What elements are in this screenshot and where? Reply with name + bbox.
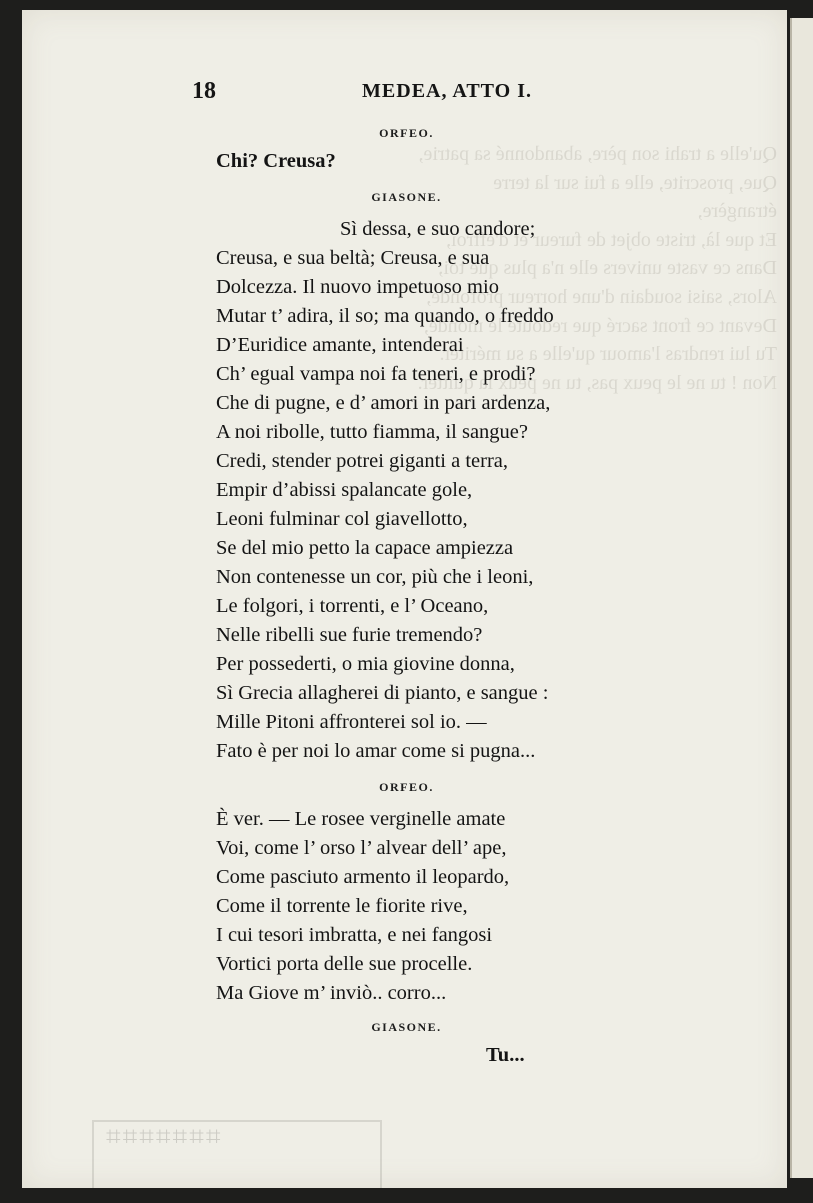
verse-line: Chi? Creusa? [216,150,336,172]
verse-line: Che di pugne, e d’ amori in pari ardenza, [216,392,551,414]
verse-line: Ma Giove m’ inviò.. corro... [216,982,447,1004]
verse-line: Se del mio petto la capace ampiezza [216,537,514,559]
verse-line: Tu... [486,1044,525,1066]
verse-line: Sì dessa, e suo candore; [340,218,536,240]
verse-line: Le folgori, i torrenti, e l’ Oceano, [216,595,489,617]
speaker-label: GIASONE. [371,1020,442,1034]
verse-line: Empir d’abissi spalancate gole, [216,479,473,501]
verse-line: Sì Grecia allagherei di pianto, e sangue : [216,682,549,704]
verse-line: Creusa, e sua beltà; Creusa, e sua [216,247,490,269]
verse-line: È ver. — Le rosee verginelle amate [216,808,506,830]
page-number: 18 [192,78,216,104]
verse-line: Non contenesse un cor, più che i leoni, [216,566,534,588]
verse-line: Vortici porta delle sue procelle. [216,953,473,975]
running-header [192,78,532,104]
speaker-label: ORFEO. [379,780,434,794]
verse-line: Ch’ egual vampa noi fa teneri, e prodi? [216,363,536,385]
verse-line: Come il torrente le fiorite rive, [216,895,468,917]
library-stamp: ⌗⌗⌗⌗⌗⌗⌗ [92,1120,382,1188]
verse-line: Come pasciuto armento il leopardo, [216,866,510,888]
verse-line: I cui tesori imbratta, e nei fangosi [216,924,493,946]
verse-line: Voi, come l’ orso l’ alvear dell’ ape, [216,837,507,859]
speaker-label: GIASONE. [371,190,442,204]
verse-line: D’Euridice amante, intenderai [216,334,464,356]
verse-line: Fato è per noi lo amar come si pugna... [216,740,536,762]
show-through-text: Qu'elle a trahi son père, abandonné sa patrie, Que, proscrite, elle a fui sur la terre étrangère, Et que là, triste objet de fureur et d'effroi, Dans ce vaste univers elle n'a plus que toi; Alors, saisi soudain d'une horreur profonde, Devant ce front sacré que redoute le monde, Tu lui rendras l'amour qu'elle a su mériter. Non ! tu ne le peux pas, tu ne peux la quitter. [417,143,777,394]
verse-line: A noi ribolle, tutto fiamma, il sangue? [216,421,528,443]
verse-line: Credi, stender potrei giganti a terra, [216,450,509,472]
running-title: MEDEA, ATTO I. [362,80,532,102]
verse-line: Mille Pitoni affronterei sol io. — [216,711,487,733]
verse-line: Mutar t’ adira, il so; ma quando, o freddo [216,305,554,327]
speaker-label: ORFEO. [379,126,434,140]
verse-line: Dolcezza. Il nuovo impetuoso mio [216,276,499,298]
verse-line: Per possederti, o mia giovine donna, [216,653,515,675]
verse-line: Leoni fulminar col giavellotto, [216,508,468,530]
verse-line: Nelle ribelli sue furie tremendo? [216,624,483,646]
